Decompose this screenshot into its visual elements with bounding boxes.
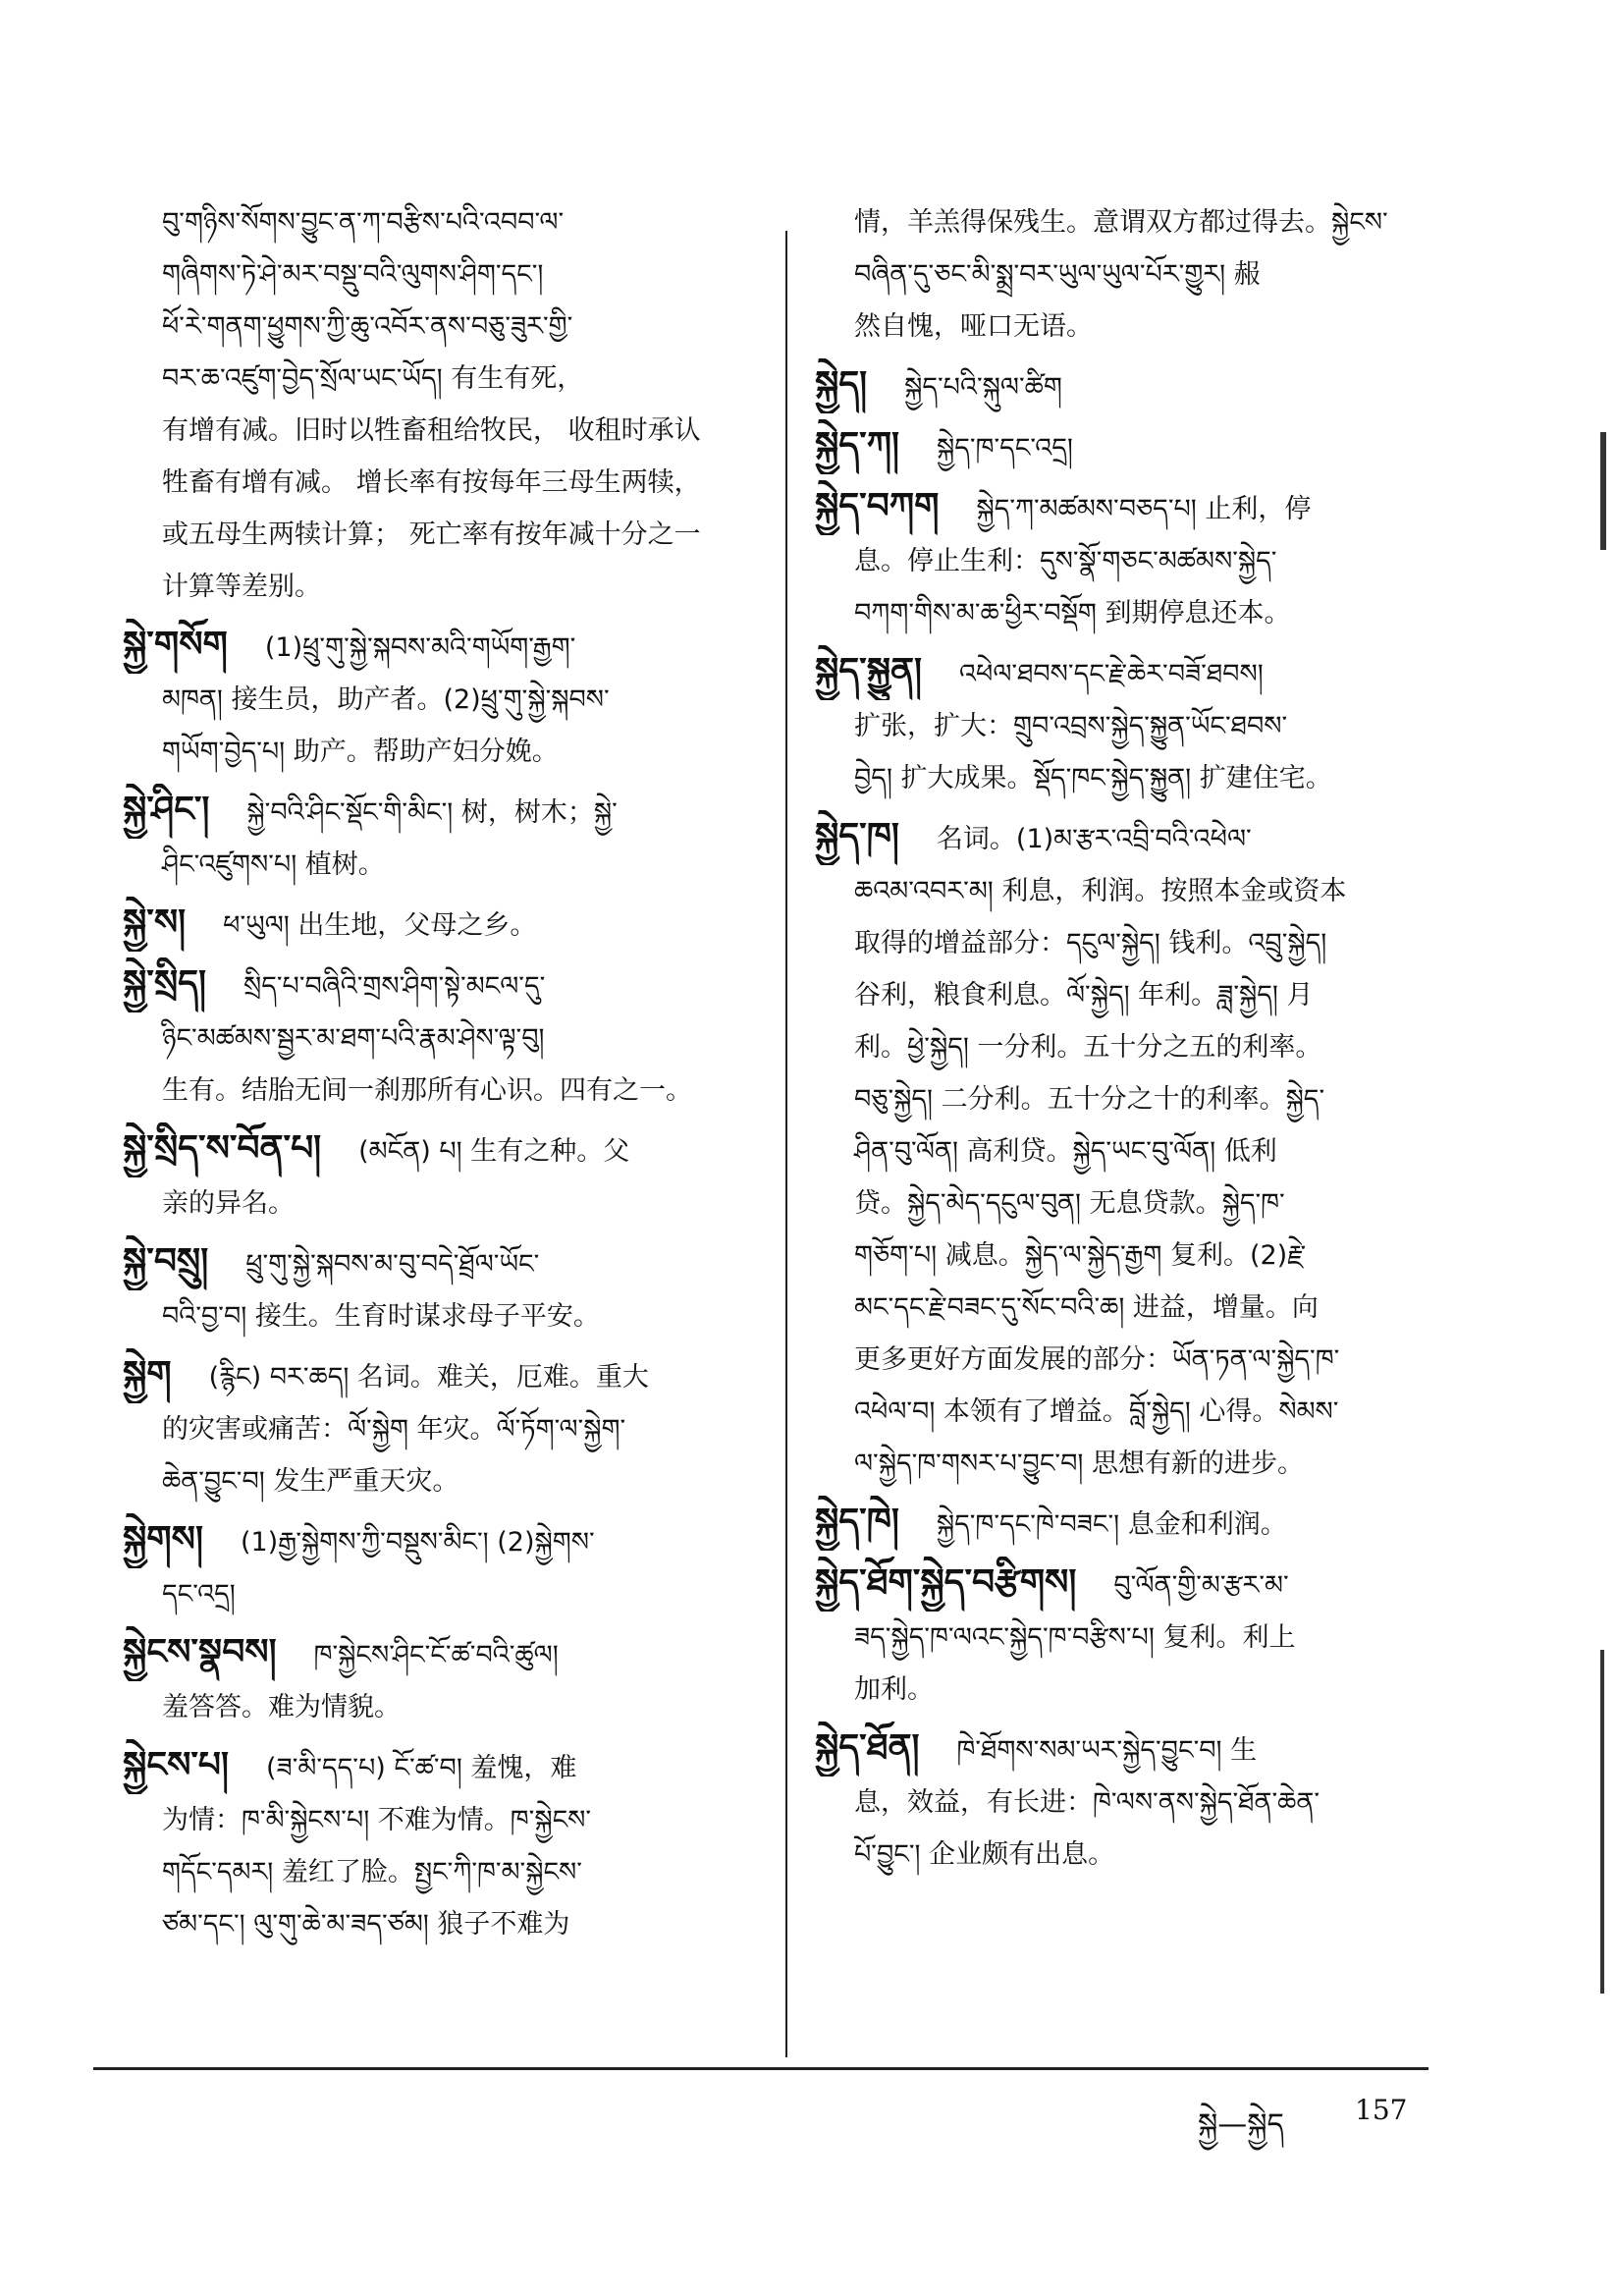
entry-line — [123, 1513, 800, 1568]
definition-text: སྲིད་པ་བཞིའི་གྲས་ཤིག་སྟེ་མངལ་དུ་ — [243, 971, 546, 1002]
dictionary-entry — [815, 480, 1492, 639]
definition-text: ཁ་སྐྱེངས་ཤིང་ངོ་ཚ་བའི་ཚུལ། — [313, 1640, 559, 1670]
headword: སྐྱེ་སྲིད་ས་བོན་པ། — [123, 1128, 322, 1169]
definition-text: 羞答答。难为情貌。 — [162, 1692, 401, 1722]
headword: སྐྱེད་བཀག — [815, 486, 940, 526]
entry-line — [815, 1282, 1492, 1334]
entry-line — [815, 1073, 1492, 1125]
definition-text: 亲的异名。 — [162, 1188, 295, 1219]
definition-text: 利。ཕྱེ་སྐྱེད། 一分利。五十分之五的利率。 — [854, 1032, 1322, 1063]
entry-line — [123, 1568, 800, 1620]
page-edge-mark — [1600, 432, 1606, 550]
definition-text: 名词。(1)མ་རྩར་འབྲི་བའི་འཕེལ་ — [936, 824, 1252, 854]
definition-text: 生有。结胎无间一刹那所有心识。四有之一。 — [162, 1075, 692, 1106]
entry-line — [123, 897, 800, 952]
entry-line — [123, 839, 800, 891]
definition-text: (ཟ་མི་དད་པ) ངོ་ཚ་བ། 羞愧，难 — [266, 1753, 577, 1783]
definition-text: བའི་བྱ་བ། 接生。生育时谋求母子平安。 — [162, 1301, 600, 1332]
definition-text: གཅོག་པ། 减息。སྐྱེད་ལ་སྐྱེད་རྒྱག 复利。(2)རྗེ་ — [854, 1240, 1307, 1271]
definition-text: བཅུ་སྐྱེད། 二分利。五十分之十的利率。སྐྱེད་ — [854, 1084, 1325, 1115]
entry-line — [123, 1898, 800, 1950]
definition-text: ཕོ་རེ་གནག་ཕྱུགས་ཀྱི་ཆུ་འབོར་ནས་བཅུ་ཟུར་གྱི་ — [162, 311, 573, 342]
headword: སྐྱེད་ཁ། — [815, 816, 899, 856]
entry-line — [123, 196, 800, 248]
definition-text: 取得的增益部分：དངུལ་སྐྱེད། 钱利。འབྲུ་སྐྱེད། — [854, 928, 1327, 958]
definition-text: བར་ཆ་འཛུག་བྱེད་སྲོལ་ཡང་ཡོད། 有生有死， — [162, 363, 584, 394]
entry-line — [815, 480, 1492, 535]
entry-line — [123, 509, 800, 561]
footer-headword-range: སྐྱེ—སྐྱེད — [1198, 2107, 1284, 2142]
entry-line — [815, 1230, 1492, 1282]
headword: སྐྱེད་ཀ། — [815, 425, 900, 465]
entry-line — [815, 752, 1492, 804]
entry-line — [815, 1177, 1492, 1230]
definition-text: པོ་བྱུང་། 企业颇有出息。 — [854, 1839, 1115, 1870]
entry-line — [815, 301, 1492, 353]
page-edge-mark — [1600, 1650, 1604, 1994]
entry-line — [123, 1403, 800, 1455]
entry-line — [123, 248, 800, 301]
dictionary-entry — [123, 784, 800, 891]
definition-text: 或五母生两犊计算； 死亡率有按年减十分之一 — [162, 519, 701, 550]
entry-line — [815, 1557, 1492, 1612]
definition-text: མང་དང་རྗེ་བཟང་དུ་སོང་བའི་ཆ། 进益，增量。向 — [854, 1292, 1319, 1323]
dictionary-entry — [123, 1739, 800, 1950]
entry-line — [123, 1846, 800, 1898]
right-column — [815, 196, 1492, 2043]
entry-line — [815, 1829, 1492, 1881]
definition-text: ཆའམ་འབར་མ། 利息，利润。按照本金或资本 — [854, 876, 1347, 906]
entry-line — [815, 1386, 1492, 1438]
headword: སྐྱེ་སྲིད། — [123, 963, 206, 1004]
headword: སྐྱེད། — [815, 364, 868, 405]
entry-line — [123, 1065, 800, 1117]
dictionary-entry — [815, 358, 1492, 413]
definition-text: བུ་གཉིས་སོགས་བྱུང་ན་ཀ་བརྩིས་པའི་འབབ་ལ་ — [162, 207, 565, 238]
entry-line — [815, 700, 1492, 752]
entry-line — [123, 561, 800, 613]
definition-text: བྱེད། 扩大成果。སྡོད་ཁང་སྐྱེད་སྐྱུན། 扩建住宅。 — [854, 763, 1332, 793]
entry-line — [123, 1290, 800, 1342]
dictionary-entry — [815, 810, 1492, 1490]
dictionary-entry — [815, 645, 1492, 804]
headword: སྐྱེངས་པ། — [123, 1745, 230, 1785]
entry-line — [123, 1626, 800, 1681]
entry-line — [815, 1438, 1492, 1490]
entry-line — [815, 645, 1492, 700]
entry-line — [123, 405, 800, 457]
entry-line — [123, 674, 800, 726]
entry-line — [123, 726, 800, 778]
headword: སྐྱེད་ཁེ། — [815, 1502, 899, 1542]
dictionary-entry — [815, 419, 1492, 474]
headword: སྐྱེད་ཐོག་སྐྱེད་བརྩིགས། — [815, 1562, 1077, 1603]
entry-line — [123, 957, 800, 1012]
dictionary-entry — [123, 196, 800, 613]
definition-text: སྐྱེད་ཁ་དང་ཁེ་བཟང་། 息金和利润。 — [936, 1509, 1287, 1540]
entry-line — [123, 301, 800, 353]
definition-text: 牲畜有增有减。 增长率有按每年三母生两犊， — [162, 467, 701, 498]
definition-text: ཟད་སྐྱེད་ཁ་ལའང་སྐྱེད་ཁ་བརྩིས་པ། 复利。利上 — [854, 1622, 1296, 1653]
entry-line — [815, 587, 1492, 639]
entry-line — [815, 1496, 1492, 1551]
dictionary-entry — [123, 957, 800, 1117]
definition-text: 扩张，扩大：གྲུབ་འབྲས་སྐྱེད་སྐྱུན་ཡོང་ཐབས་ — [854, 711, 1288, 741]
headword: སྐྱེག — [123, 1354, 172, 1394]
entry-line — [815, 865, 1492, 917]
entry-line — [815, 1021, 1492, 1073]
dictionary-entry — [815, 196, 1492, 353]
entry-line — [815, 419, 1492, 474]
definition-text: 加利。 — [854, 1674, 934, 1705]
entry-line — [123, 1794, 800, 1846]
definition-text: སྐྱེད་ཁ་དང་འདྲ། — [937, 433, 1073, 464]
definition-text: 有增有减。旧时以牲畜租给牧民， 收租时承认 — [162, 415, 701, 446]
entry-line — [123, 1739, 800, 1794]
entry-line — [815, 1664, 1492, 1716]
definition-text: 计算等差别。 — [162, 572, 321, 602]
definition-text: 谷利，粮食利息。ལོ་སྐྱེད། 年利。ཟླ་སྐྱེད། 月 — [854, 980, 1314, 1011]
headword: སྐྱེད་ཐོན། — [815, 1727, 920, 1768]
entry-line — [123, 457, 800, 509]
headword: སྐྱེད་སྐྱུན། — [815, 651, 923, 691]
page-number: 157 — [1355, 2094, 1408, 2126]
definition-text: 息。停止生利：དུས་སྣོ་གཅང་མཚམས་སྐྱེད་ — [854, 546, 1277, 576]
entry-line — [123, 1177, 800, 1230]
dictionary-entry — [123, 619, 800, 778]
entry-line — [815, 1334, 1492, 1386]
entry-line — [815, 196, 1492, 248]
definition-text: བཞིན་དུ་ཅང་མི་སྨྲ་བར་ཡུལ་ཡུལ་པོར་གྱུར། 赧 — [854, 259, 1261, 290]
dictionary-entry — [123, 1235, 800, 1342]
definition-text: ཉིང་མཚམས་སྦྱར་མ་ཐག་པའི་རྣམ་ཤེས་ལྟ་བུ། — [162, 1023, 545, 1054]
entry-line — [815, 358, 1492, 413]
headword: སྐྱེ་གསོག — [123, 625, 228, 665]
entry-line — [815, 810, 1492, 865]
definition-text: ཆེན་བྱུང་བ། 发生严重天灾。 — [162, 1466, 459, 1497]
definition-text: གཞིགས་ཏེ་ཤེ་མར་བསྡུ་བའི་ལུགས་ཤིག་དང་། — [162, 259, 544, 290]
definition-text: 贷。སྐྱེད་མེད་དངུལ་བུན། 无息贷款。སྐྱེད་ཁ་ — [854, 1188, 1285, 1219]
definition-text: སྐྱེད་ཀ་མཚམས་བཅད་པ། 止利，停 — [976, 494, 1312, 524]
definition-text: 情，羊羔得保残生。意谓双方都过得去。སྐྱེངས་ — [854, 207, 1388, 238]
definition-text: མཁན། 接生员，助产者。(2)ཕྲུ་གུ་སྐྱེ་སྐབས་ — [162, 684, 610, 715]
definition-text: འཕེལ་ཐབས་དང་རྗེ་ཆེར་བཟོ་ཐབས། — [959, 659, 1264, 689]
definition-text: 息，效益，有长进：ཁེ་ལས་ནས་སྐྱེད་ཐོན་ཆེན་ — [854, 1787, 1321, 1818]
definition-text: འཕེལ་བ། 本领有了增益。བློ་སྐྱེད། 心得。སེམས་ — [854, 1396, 1339, 1427]
definition-text: 更多更好方面发展的部分：ཡོན་ཏན་ལ་སྐྱེད་ཁ་ — [854, 1344, 1340, 1375]
dictionary-entry — [815, 1722, 1492, 1881]
definition-text: (1)ཕྲུ་གུ་སྐྱེ་སྐབས་མའི་གཡོག་རྒྱག་ — [264, 632, 576, 663]
dictionary-entry — [815, 1557, 1492, 1716]
definition-text: 然自愧，哑口无语。 — [854, 311, 1093, 342]
dictionary-entry — [123, 1122, 800, 1230]
entry-line — [815, 1777, 1492, 1829]
dictionary-entry — [123, 1348, 800, 1507]
headword: སྐྱེངས་སྣབས། — [123, 1632, 277, 1672]
entry-line — [815, 969, 1492, 1021]
definition-text: (མངོན) པ། 生有之种。父 — [358, 1136, 630, 1167]
definition-text: དང་འདྲ། — [162, 1579, 236, 1610]
entry-line — [123, 1012, 800, 1065]
entry-line — [123, 784, 800, 839]
headword: སྐྱེགས། — [123, 1519, 203, 1559]
definition-text: གཡོག་བྱེད་པ། 助产。帮助产妇分娩。 — [162, 737, 559, 767]
entry-line — [815, 917, 1492, 969]
entry-line — [123, 1348, 800, 1403]
definition-text: ཕྲུ་གུ་སྐྱེ་སྐབས་མ་བུ་བདེ་ཐྲོལ་ཡོང་ — [245, 1249, 540, 1280]
entry-line — [815, 535, 1492, 587]
definition-text: སྐྱེད་པའི་སྐུལ་ཚིག — [904, 372, 1062, 403]
headword: སྐྱེ་བསྲུ། — [123, 1241, 209, 1282]
left-column — [123, 196, 800, 2043]
definition-text: ཤིན་བུ་ལོན། 高利贷。སྐྱེད་ཡང་བུ་ལོན། 低利 — [854, 1136, 1277, 1167]
definition-text: (1)རྒྱ་སྐྱེགས་ཀྱི་བསྡུས་མིང་། (2)སྐྱེགས་ — [240, 1527, 595, 1558]
dictionary-entry — [123, 897, 800, 952]
entry-line — [815, 248, 1492, 301]
entry-line — [123, 1681, 800, 1733]
entry-line — [123, 619, 800, 674]
entry-line — [123, 1122, 800, 1177]
headword: སྐྱེ་ཤིང་། — [123, 790, 210, 830]
definition-text: 为情：ཁ་མི་སྐྱེངས་པ། 不难为情。ཁ་སྐྱེངས་ — [162, 1805, 592, 1835]
footer-rule — [93, 2067, 1428, 2070]
entry-line — [815, 1722, 1492, 1777]
definition-text: ལ་སྐྱེད་ཁ་གསར་པ་བྱུང་བ། 思想有新的进步。 — [854, 1449, 1304, 1479]
definition-text: སྐྱེ་བའི་ཤིང་སྡོང་གི་མིང་། 树，树木；སྐྱེ་ — [246, 797, 618, 828]
column-divider — [785, 231, 787, 2057]
definition-text: 的灾害或痛苦：ལོ་སྐྱེག 年灾。ལོ་ཏོག་ལ་སྐྱེག་ — [162, 1414, 626, 1445]
headword: སྐྱེ་ས། — [123, 902, 187, 943]
dictionary-entry — [815, 1496, 1492, 1551]
dictionary-entry — [123, 1513, 800, 1620]
entry-line — [123, 353, 800, 405]
dictionary-entry — [123, 1626, 800, 1733]
definition-text: ཤིང་འཛུགས་པ། 植树。 — [162, 849, 385, 880]
definition-text: ཕ་ཡུལ། 出生地，父母之乡。 — [223, 910, 537, 941]
definition-text: ཙམ་དང་། ལུ་གུ་ཆེ་མ་ཟད་ཙམ། 狼子不难为 — [162, 1909, 570, 1940]
definition-text: ཁེ་ཐོགས་སམ་ཡར་སྐྱེད་བྱུང་བ། 生 — [956, 1735, 1258, 1766]
definition-text: (རྙིང) བར་ཆད། 名词。难关，厄难。重大 — [208, 1362, 649, 1393]
entry-line — [123, 1455, 800, 1507]
definition-text: གདོང་དམར། 羞红了脸。སྤྱང་ཀི་ཁ་མ་སྐྱེངས་ — [162, 1857, 582, 1887]
entry-line — [815, 1125, 1492, 1177]
entry-line — [815, 1612, 1492, 1664]
definition-text: བཀག་གིས་མ་ཆ་ཕྱིར་བསྡོག 到期停息还本。 — [854, 598, 1291, 629]
definition-text: བུ་ལོན་གྱི་མ་རྩར་མ་ — [1113, 1570, 1289, 1601]
entry-line — [123, 1235, 800, 1290]
